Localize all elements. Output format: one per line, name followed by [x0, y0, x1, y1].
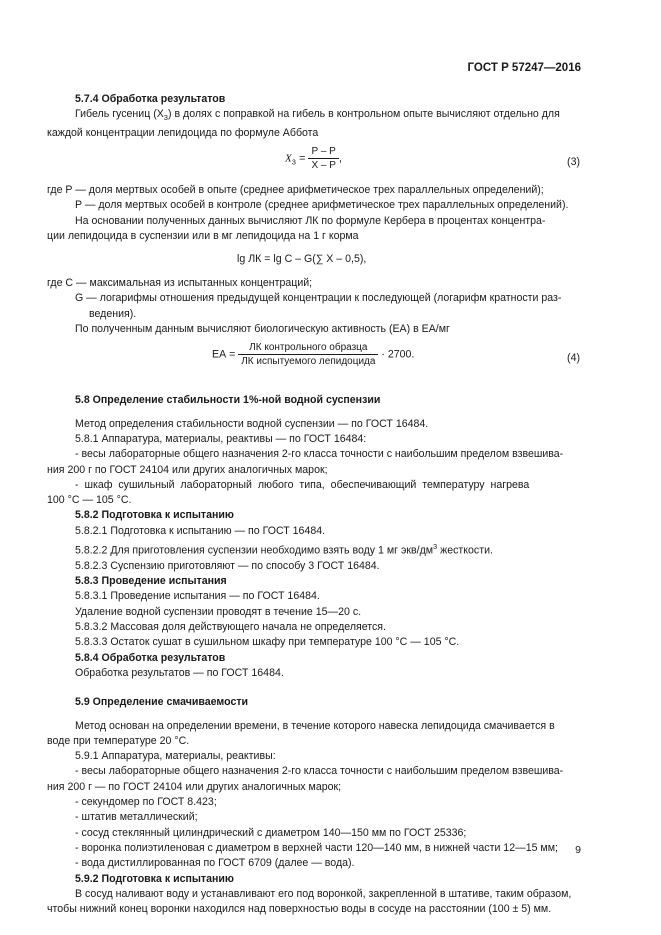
subsection-heading: 5.9.2 Подготовка к испытанию — [75, 872, 234, 885]
paragraph: 5.8.3.2 Массовая доля действующего начала не определяется. — [75, 621, 386, 634]
formula-kerber: lg ЛК = lg C – G(∑ X – 0,5), — [237, 253, 367, 266]
where-line: где P — доля мертвых особей в опыте (среднее арифметическое трех параллельных определений); — [47, 184, 544, 196]
equation-number: (3) — [567, 156, 580, 168]
paragraph: 5.8.3.3 Остаток сушат в сушильном шкафу при температуре 100 °С — 105 °С. — [75, 636, 460, 649]
paragraph: 5.8.3.1 Проведение испытания — по ГОСТ 16484. — [75, 590, 320, 603]
subsection-heading: 5.8.2 Подготовка к испытанию — [75, 509, 234, 522]
paragraph: В сосуд наливают воду и устанавливают его под воронкой, закрепленной в штативе, таким образом, — [75, 887, 572, 900]
paragraph: 5.8.2.3 Суспензию приготовляют — по способу 3 ГОСТ 16484. — [75, 559, 380, 572]
paragraph: Метод основан на определении времени, в течение которого навеска лепидоцида смачивается в — [75, 719, 555, 732]
paragraph: Гибель гусениц $(X_3)$ в долях с поправкой на гибель в контрольном опыте вычисляют отдельно для — [75, 108, 560, 123]
paragraph: На основании полученных данных вычисляют ЛК по формуле Кербера в процентах концентра- — [75, 214, 546, 227]
section-5-7-4-heading: 5.7.4 Обработка результатов — [75, 93, 226, 105]
section-5-9-heading: 5.9 Определение смачиваемости — [75, 696, 249, 709]
paragraph: чтобы нижний конец воронки находился над поверхностью воды в сосуде на расстоянии (100 ± 5) мм. — [47, 903, 552, 916]
page-number: 9 — [575, 844, 581, 856]
where-line: P — доля мертвых особей в контроле (среднее арифметическое трех параллельных определений). — [75, 199, 569, 212]
subsection-heading: 5.8.4 Обработка результатов — [75, 651, 226, 664]
formula-3: $X_3$ = $\frac{P - P}{X - P}$ , (3) — [285, 146, 580, 171]
document-header: ГОСТ Р 57247—2016 — [467, 62, 581, 74]
paragraph: воде при температуре 20 °С. — [47, 734, 190, 747]
formula-3-numerator: P – P — [308, 145, 338, 159]
paragraph: ции лепидоцида в суспензии или в мг лепидоцида на 1 г корма — [47, 229, 359, 242]
list-item: - шкаф сушильный лабораторный любого типа, обеспечивающий температуру нагрева — [75, 478, 530, 491]
document-body — [47, 92, 580, 917]
paragraph: 5.8.1 Аппаратура, материалы, реактивы — по ГОСТ 16484: — [75, 432, 367, 445]
paragraph: Обработка результатов — по ГОСТ 16484. — [75, 666, 284, 679]
paragraph: Метод определения стабильности водной суспензии — по ГОСТ 16484. — [75, 417, 429, 430]
paragraph: По полученным данным вычисляют биологическую активность (ЕА) в ЕА/мг — [75, 323, 450, 336]
paragraph: Удаление водной суспензии проводят в течение 15—20 с. — [75, 605, 362, 618]
list-item: 100 °С — 105 °С. — [47, 494, 132, 507]
list-item: - весы лабораторные общего назначения 2-го класса точности с наибольшим пределом взвешива- — [75, 448, 564, 461]
list-item: - весы лабораторные общего назначения 2-го класса точности с наибольшим пределом взвешива- — [75, 765, 564, 778]
where-line: G — логарифмы отношения предыдущей концентрации к последующей (логарифм кратности раз- — [75, 292, 562, 305]
formula-4: ЕА = $\frac{\text{ЛК контрольного образца}}{\text{ЛК испытуемого лепидоцида}}$ · 2700. (4) — [212, 342, 580, 368]
where-line: ведения). — [89, 307, 137, 320]
subsection-heading: 5.8.3 Проведение испытания — [75, 575, 227, 588]
list-item: - секундомер по ГОСТ 8.423; — [75, 796, 217, 809]
paragraph: 5.9.1 Аппаратура, материалы, реактивы: — [75, 750, 276, 763]
where-line: где C — максимальная из испытанных концентраций; — [47, 277, 313, 290]
equation-number: (4) — [567, 352, 580, 365]
paragraph: каждой концентрации лепидоцида по формуле Аббота — [47, 126, 319, 139]
formula-3-denominator: X – P — [311, 160, 336, 171]
list-item: - вода дистиллированная по ГОСТ 6709 (далее — вода). — [75, 857, 355, 870]
paragraph: 5.8.2.2 Для приготовления суспензии необходимо взять воду 1 мг экв/$дм^3$ жесткости. — [75, 542, 493, 557]
paragraph: 5.8.2.1 Подготовка к испытанию — по ГОСТ 16484. — [75, 524, 326, 537]
list-item: ния 200 г по ГОСТ 24104 или других аналогичных марок; — [47, 463, 328, 476]
list-item: - сосуд стеклянный цилиндрический с диаметром 140—150 мм по ГОСТ 25336; — [75, 826, 467, 839]
list-item: - воронка полиэтиленовая с диаметром в верхней части 120—140 мм, в нижней части 12—15 мм; — [75, 841, 558, 854]
section-5-8-heading: 5.8 Определение стабильности 1%-ной водной суспензии — [75, 394, 381, 407]
list-item: ния 200 г — по ГОСТ 24104 или других аналогичных марок; — [47, 780, 342, 793]
list-item: - штатив металлический; — [75, 811, 198, 824]
